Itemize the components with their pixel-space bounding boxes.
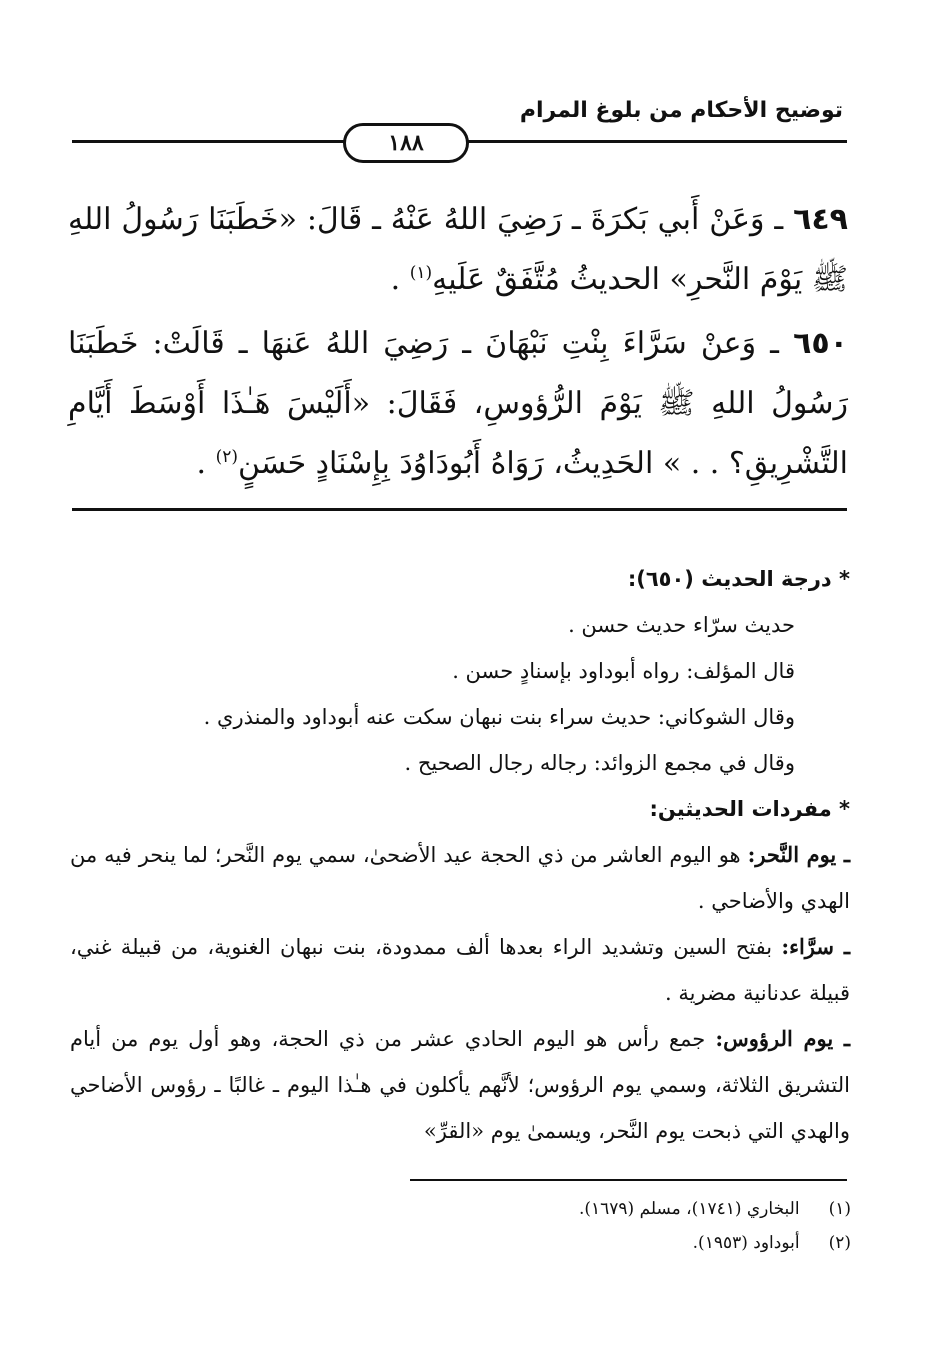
running-title: توضيح الأحكام من بلوغ المرام xyxy=(519,98,843,123)
commentary xyxy=(70,556,850,1154)
vocab-definition: هو اليوم العاشر من ذي الحجة عيد الأضحىٰ، سمي يوم النَّحر؛ لما ينحر فيه من الهدي والأضاحي . xyxy=(70,843,850,913)
footnote-marker: (٢) xyxy=(215,447,238,467)
grade-line: حديث سرّاء حديث حسن . xyxy=(568,613,795,637)
footnote xyxy=(431,1192,851,1226)
footnote-rule xyxy=(410,1179,847,1181)
grade-line: وقال الشوكاني: حديث سراء بنت نبهان سكت عنه أبوداود والمنذري . xyxy=(203,705,795,729)
footnote-text: أبوداود (١٩٥٣). xyxy=(692,1233,800,1253)
footnote-marker: (١) xyxy=(409,263,433,283)
grade-line: قال المؤلف: رواه أبوداود بإسنادٍ حسن . xyxy=(452,659,795,683)
hadith-end: . xyxy=(390,262,401,297)
hadith-text: وَعنْ سَرَّاءَ بِنْتِ نَبْهَانَ ـ رَضِيَ اللهُ عَنهَا ـ قَالَتْ: خَطَبَنَا رَسُولُ اللهِ ﷺ يَوْمَ الرُّؤوسِ، فَقَالَ: «أَلَيْسَ هَـٰذَا أَوْسَطَ أَيَّامِ التَّشْرِيقِ؟ . . » الحَدِيثُ، رَوَاهُ أَبُودَاوُدَ بِإِسْنَادٍ حَسَنٍ xyxy=(68,326,848,481)
section-rule xyxy=(72,508,847,511)
hadith-649 xyxy=(68,190,848,310)
vocab-item xyxy=(70,1016,850,1154)
hadith-dash: ـ xyxy=(756,326,779,361)
vocab-definition: جمع رأس هو اليوم الحادي عشر من ذي الحجة، وهو أول يوم من أيام التشريق الثلاثة، وسمي يوم الرؤوس؛ لأنَّهم يأكلون في هـٰذا اليوم ـ غالبًا ـ رؤوس الأضاحي والهدي التي ذبحت يوم النَّحر، ويسمىٰ يوم «القرِّ» xyxy=(70,1027,851,1143)
hadith-number: ٦٤٩ xyxy=(793,202,848,237)
vocab-term: ـ يوم الرؤوس: xyxy=(715,1026,850,1051)
footnotes xyxy=(431,1192,851,1260)
hadith-end: . xyxy=(196,446,207,481)
hadith-block xyxy=(68,190,848,498)
page-number: ١٨٨ xyxy=(343,123,469,163)
vocab-term: ـ سرَّاء: xyxy=(781,934,850,959)
footnote-number: (١) xyxy=(828,1199,851,1219)
vocab-item xyxy=(70,924,850,1016)
hadith-number: ٦٥٠ xyxy=(793,326,848,361)
hadith-dash: ـ xyxy=(764,202,784,237)
vocab-item xyxy=(70,832,850,924)
footnote xyxy=(431,1226,851,1260)
footnote-number: (٢) xyxy=(828,1233,851,1253)
vocab-term: ـ يوم النَّحر: xyxy=(747,842,850,867)
hadith-text: وَعَنْ أَبي بَكرَةَ ـ رَضِيَ اللهُ عَنْهُ ـ قَالَ: «خَطَبَنَا رَسُولُ اللهِ ﷺ يَوْمَ النَّحرِ» الحديثُ مُتَّفَقٌ عَلَيهِ xyxy=(68,202,848,297)
grade-line: وقال في مجمع الزوائد: رجاله رجال الصحيح . xyxy=(404,751,795,775)
footnote-text: البخاري (١٧٤١)، مسلم (١٦٧٩). xyxy=(578,1199,800,1219)
hadith-650 xyxy=(68,314,848,494)
grade-heading: * درجة الحديث (٦٥٠): xyxy=(627,567,850,591)
vocab-heading: * مفردات الحديثين: xyxy=(649,797,850,821)
vocab-definition: بفتح السين وتشديد الراء بعدها ألف ممدودة، بنت نبهان الغنوية، من قبيلة غني، قبيلة عدنانية مضرية . xyxy=(70,935,850,1005)
